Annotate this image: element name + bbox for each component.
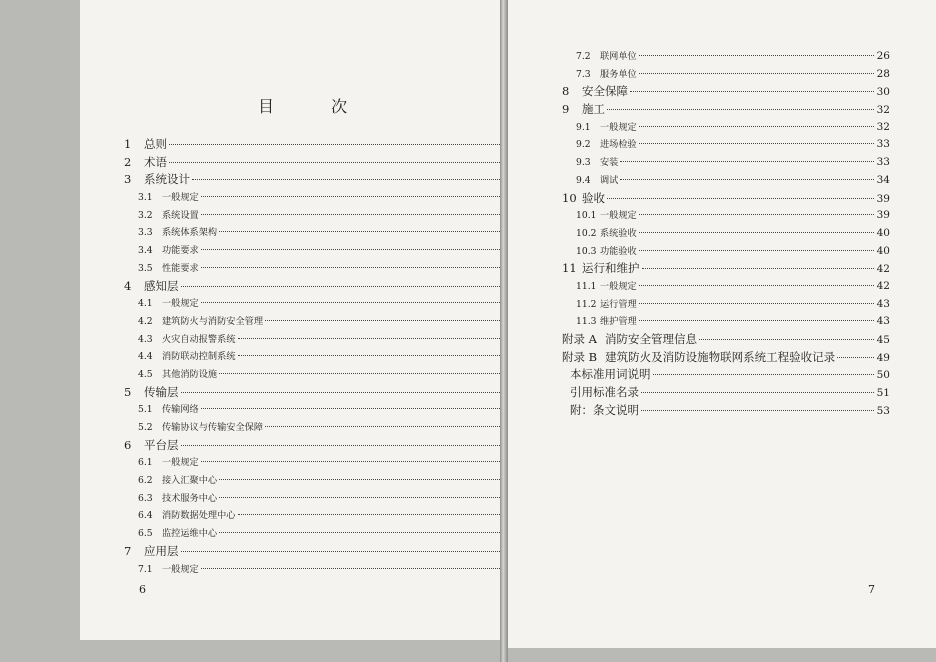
dot-leader xyxy=(639,73,874,74)
toc-entry-label: 感知层 xyxy=(144,278,179,293)
dot-leader xyxy=(607,198,874,199)
toc-entry-number: 3.1 xyxy=(138,192,153,204)
toc-entry[interactable] xyxy=(124,154,536,172)
toc-entry-label: 一般规定 xyxy=(600,210,637,222)
toc-entry-label: 功能验收 xyxy=(600,245,637,257)
dot-leader xyxy=(639,214,874,215)
left-page xyxy=(80,0,500,640)
toc-entry-number: 8 xyxy=(562,84,570,99)
toc-list-right xyxy=(562,48,890,419)
toc-entry-label: 建筑防火及消防设施物联网系统工程验收记录 xyxy=(605,349,836,364)
toc-entry[interactable] xyxy=(124,224,536,242)
toc-entry-number: 6.4 xyxy=(138,510,153,522)
dot-leader xyxy=(642,268,875,269)
toc-entry-label: 术语 xyxy=(144,154,167,169)
dot-leader xyxy=(620,161,874,162)
toc-entry[interactable] xyxy=(124,278,536,296)
toc-entry-number: 3.3 xyxy=(138,227,153,239)
dot-leader xyxy=(238,338,521,339)
toc-entry-page: 32 xyxy=(876,120,890,133)
toc-entry-page: 33 xyxy=(876,138,890,151)
toc-entry-number: 6.5 xyxy=(138,528,153,540)
toc-entry-label: 消防数据处理中心 xyxy=(162,510,236,522)
toc-entry[interactable] xyxy=(124,437,536,455)
dot-leader xyxy=(201,267,520,268)
dot-leader xyxy=(641,392,874,393)
toc-entry-label: 一般规定 xyxy=(162,298,199,310)
toc-entry-page: 43 xyxy=(876,297,890,310)
toc-entry-number: 1 xyxy=(124,137,132,151)
toc-entry-page: 39 xyxy=(876,192,890,205)
toc-entry-number: 3 xyxy=(124,172,132,187)
toc-entry-label: 联网单位 xyxy=(600,51,637,62)
toc-entry[interactable] xyxy=(124,525,536,543)
toc-entry-number: 2 xyxy=(124,154,132,169)
toc-entry[interactable] xyxy=(562,313,890,331)
toc-entry-number: 4 xyxy=(124,278,132,293)
toc-entry-number: 9.4 xyxy=(576,174,591,186)
toc-entry-label: 运行和维护 xyxy=(582,261,640,276)
toc-entry-page: 32 xyxy=(876,104,890,117)
toc-entry-label: 附：条文说明 xyxy=(570,402,639,417)
page-number: 6 xyxy=(139,583,146,596)
toc-entry-label: 平台层 xyxy=(144,437,179,452)
dot-leader xyxy=(201,196,520,197)
toc-entry-number: 10.1 xyxy=(576,210,597,222)
book-spine xyxy=(500,0,508,662)
toc-entry-number: 7.2 xyxy=(576,51,591,62)
toc-entry[interactable] xyxy=(562,225,890,243)
dot-leader xyxy=(639,55,874,56)
toc-entry-number: 11 xyxy=(562,261,577,276)
toc-entry-label: 安装 xyxy=(600,157,619,169)
toc-entry-number: 10 xyxy=(562,190,577,205)
toc-entry-label: 接入汇聚中心 xyxy=(162,475,218,487)
toc-entry-label: 系统设计 xyxy=(144,172,190,187)
toc-entry[interactable] xyxy=(124,189,536,207)
toc-entry-label: 系统验收 xyxy=(600,227,637,239)
toc-entry[interactable] xyxy=(124,242,536,260)
toc-entry-label: 引用标准名录 xyxy=(570,385,639,400)
page-number: 7 xyxy=(868,583,875,596)
toc-entry[interactable] xyxy=(124,136,536,154)
dot-leader xyxy=(201,214,520,215)
toc-entry-label: 其他消防设施 xyxy=(162,368,218,380)
toc-entry-page: 34 xyxy=(876,173,890,186)
dot-leader xyxy=(201,302,520,303)
toc-entry-label: 监控运维中心 xyxy=(162,528,218,540)
toc-entry-label: 技术服务中心 xyxy=(162,492,218,504)
toc-entry-page: 40 xyxy=(876,226,890,239)
toc-entry[interactable] xyxy=(124,348,536,366)
toc-entry-label: 火灾自动报警系统 xyxy=(162,333,236,345)
toc-entry[interactable] xyxy=(124,313,536,331)
dot-leader xyxy=(219,532,520,533)
toc-entry[interactable] xyxy=(124,171,536,189)
toc-title: 目 次 xyxy=(258,97,374,116)
dot-leader xyxy=(238,355,521,356)
toc-entry[interactable] xyxy=(124,419,536,437)
toc-entry-label: 传输协议与传输安全保障 xyxy=(162,422,264,433)
toc-entry-number: 10.2 xyxy=(576,227,597,239)
dot-leader xyxy=(639,232,874,233)
toc-entry[interactable] xyxy=(124,472,536,490)
toc-entry-label: 系统设置 xyxy=(162,209,199,221)
toc-entry-number: 9.1 xyxy=(576,121,591,133)
toc-entry-label: 安全保障 xyxy=(582,84,628,99)
toc-entry-number: 6.2 xyxy=(138,475,153,487)
toc-entry-number: 4.5 xyxy=(138,368,153,380)
toc-entry-number: 5.2 xyxy=(138,422,153,433)
toc-entry-label: 本标准用词说明 xyxy=(570,367,651,382)
dot-leader xyxy=(192,179,520,180)
toc-entry-number: 9 xyxy=(562,102,570,117)
toc-list-left xyxy=(124,136,536,578)
dot-leader xyxy=(169,162,520,163)
toc-entry[interactable] xyxy=(562,119,890,137)
toc-entry-number: 6 xyxy=(124,437,132,452)
toc-entry-page: 30 xyxy=(876,86,890,99)
toc-entry-label: 一般规定 xyxy=(162,192,199,204)
toc-entry-page: 42 xyxy=(876,279,890,292)
dot-leader xyxy=(219,373,520,374)
toc-entry-number: 3.2 xyxy=(138,209,153,221)
toc-entry[interactable] xyxy=(124,366,536,384)
toc-entry[interactable] xyxy=(562,384,890,402)
toc-entry-number: 6.3 xyxy=(138,492,153,504)
toc-entry[interactable] xyxy=(124,507,536,525)
toc-entry[interactable] xyxy=(124,295,536,313)
dot-leader xyxy=(837,357,874,358)
toc-entry-label: 消防联动控制系统 xyxy=(162,351,236,363)
toc-entry[interactable] xyxy=(124,490,536,508)
dot-leader xyxy=(639,320,874,321)
toc-entry[interactable] xyxy=(562,243,890,261)
toc-entry[interactable] xyxy=(562,136,890,154)
dot-leader xyxy=(201,249,520,250)
dot-leader xyxy=(181,551,521,552)
toc-entry-number: 7.3 xyxy=(576,68,591,80)
toc-entry-label: 传输层 xyxy=(144,384,179,399)
toc-entry[interactable] xyxy=(562,296,890,314)
toc-entry[interactable] xyxy=(124,260,536,278)
toc-entry-label: 一般规定 xyxy=(600,280,637,292)
dot-leader xyxy=(219,479,520,480)
toc-entry[interactable] xyxy=(562,207,890,225)
dot-leader xyxy=(620,179,874,180)
dot-leader xyxy=(181,286,521,287)
toc-entry-number: 5.1 xyxy=(138,404,153,416)
toc-entry[interactable] xyxy=(124,543,536,561)
toc-entry-number: 11.2 xyxy=(576,298,597,310)
toc-entry-number: 4.1 xyxy=(138,298,153,310)
toc-entry-page: 26 xyxy=(876,50,890,62)
toc-entry-label: 一般规定 xyxy=(162,457,199,469)
toc-entry-label: 进场检验 xyxy=(600,139,637,151)
toc-entry[interactable] xyxy=(562,331,890,349)
toc-entry[interactable] xyxy=(124,401,536,419)
toc-entry-label: 维护管理 xyxy=(600,316,637,328)
dot-leader xyxy=(639,285,874,286)
dot-leader xyxy=(181,445,521,446)
dot-leader xyxy=(201,461,520,462)
toc-entry-label: 消防安全管理信息 xyxy=(604,332,697,346)
toc-entry[interactable] xyxy=(562,402,890,420)
toc-entry[interactable] xyxy=(562,101,890,119)
dot-leader xyxy=(699,339,874,340)
dot-leader xyxy=(238,514,521,515)
dot-leader xyxy=(607,109,874,110)
dot-leader xyxy=(639,303,874,304)
toc-entry-label: 验收 xyxy=(582,190,605,205)
toc-entry-page: 40 xyxy=(876,244,890,257)
toc-entry-number: 9.3 xyxy=(576,157,591,169)
toc-entry[interactable] xyxy=(562,83,890,101)
toc-entry-label: 系统体系架构 xyxy=(162,227,218,239)
dot-leader xyxy=(639,250,874,251)
toc-entry-page: 43 xyxy=(876,315,890,328)
dot-leader xyxy=(219,497,520,498)
dot-leader xyxy=(265,426,520,427)
toc-entry[interactable] xyxy=(124,384,536,402)
toc-entry-page: 28 xyxy=(876,67,890,80)
toc-entry-number: 10.3 xyxy=(576,245,597,257)
toc-entry-number: 5 xyxy=(124,384,132,399)
toc-entry-label: 建筑防火与消防安全管理 xyxy=(162,315,264,327)
toc-entry[interactable] xyxy=(562,172,890,190)
toc-entry-label: 性能要求 xyxy=(162,262,199,274)
toc-entry-label: 调试 xyxy=(600,174,619,186)
toc-entry-number: 7 xyxy=(124,543,132,558)
dot-leader xyxy=(181,392,521,393)
toc-entry-label: 运行管理 xyxy=(600,298,637,310)
toc-entry[interactable] xyxy=(562,154,890,172)
dot-leader xyxy=(169,144,520,145)
toc-entry[interactable] xyxy=(562,349,890,367)
dot-leader xyxy=(641,410,874,411)
toc-entry-number: 附录 B xyxy=(562,349,598,364)
toc-entry[interactable] xyxy=(562,66,890,84)
toc-entry-number: 11.3 xyxy=(576,316,597,328)
right-page xyxy=(508,0,936,648)
toc-entry[interactable] xyxy=(562,366,890,384)
toc-entry-label: 传输网络 xyxy=(162,404,199,416)
dot-leader xyxy=(219,231,520,232)
toc-entry-page: 42 xyxy=(876,263,890,276)
toc-entry[interactable] xyxy=(562,190,890,208)
toc-entry-number: 3.4 xyxy=(138,245,153,257)
toc-entry-page: 53 xyxy=(876,404,890,417)
dot-leader xyxy=(639,143,874,144)
toc-entry-number: 9.2 xyxy=(576,139,591,151)
toc-entry-number: 4.2 xyxy=(138,315,153,327)
dot-leader xyxy=(201,568,520,569)
toc-entry-page: 33 xyxy=(876,156,890,169)
toc-entry[interactable] xyxy=(562,48,890,66)
toc-entry[interactable] xyxy=(562,278,890,296)
toc-entry-label: 一般规定 xyxy=(600,121,637,133)
dot-leader xyxy=(265,320,520,321)
toc-entry-number: 4.4 xyxy=(138,351,153,363)
toc-entry-number: 6.1 xyxy=(138,457,153,469)
toc-entry-label: 总则 xyxy=(144,137,167,151)
toc-entry-page: 51 xyxy=(876,387,890,400)
toc-entry-label: 服务单位 xyxy=(600,68,637,80)
dot-leader xyxy=(639,126,874,127)
toc-entry-label: 一般规定 xyxy=(162,563,199,575)
toc-entry[interactable] xyxy=(124,454,536,472)
dot-leader xyxy=(201,408,520,409)
toc-entry-number: 3.5 xyxy=(138,262,153,274)
dot-leader xyxy=(653,374,875,375)
toc-entry[interactable] xyxy=(124,207,536,225)
toc-entry[interactable] xyxy=(124,561,536,579)
toc-entry-label: 施工 xyxy=(582,102,605,117)
toc-entry-page: 45 xyxy=(876,334,890,346)
toc-entry[interactable] xyxy=(562,260,890,278)
toc-entry-page: 39 xyxy=(876,209,890,222)
toc-entry-label: 功能要求 xyxy=(162,245,199,257)
toc-entry-page: 50 xyxy=(876,369,890,382)
toc-entry-label: 应用层 xyxy=(144,543,179,558)
dot-leader xyxy=(630,91,874,92)
toc-entry-number: 11.1 xyxy=(576,280,597,292)
toc-entry-number: 7.1 xyxy=(138,563,153,575)
toc-entry-number: 4.3 xyxy=(138,333,153,345)
toc-entry-page: 49 xyxy=(876,351,890,364)
toc-entry[interactable] xyxy=(124,331,536,349)
toc-entry-number: 附录 A xyxy=(562,332,597,346)
